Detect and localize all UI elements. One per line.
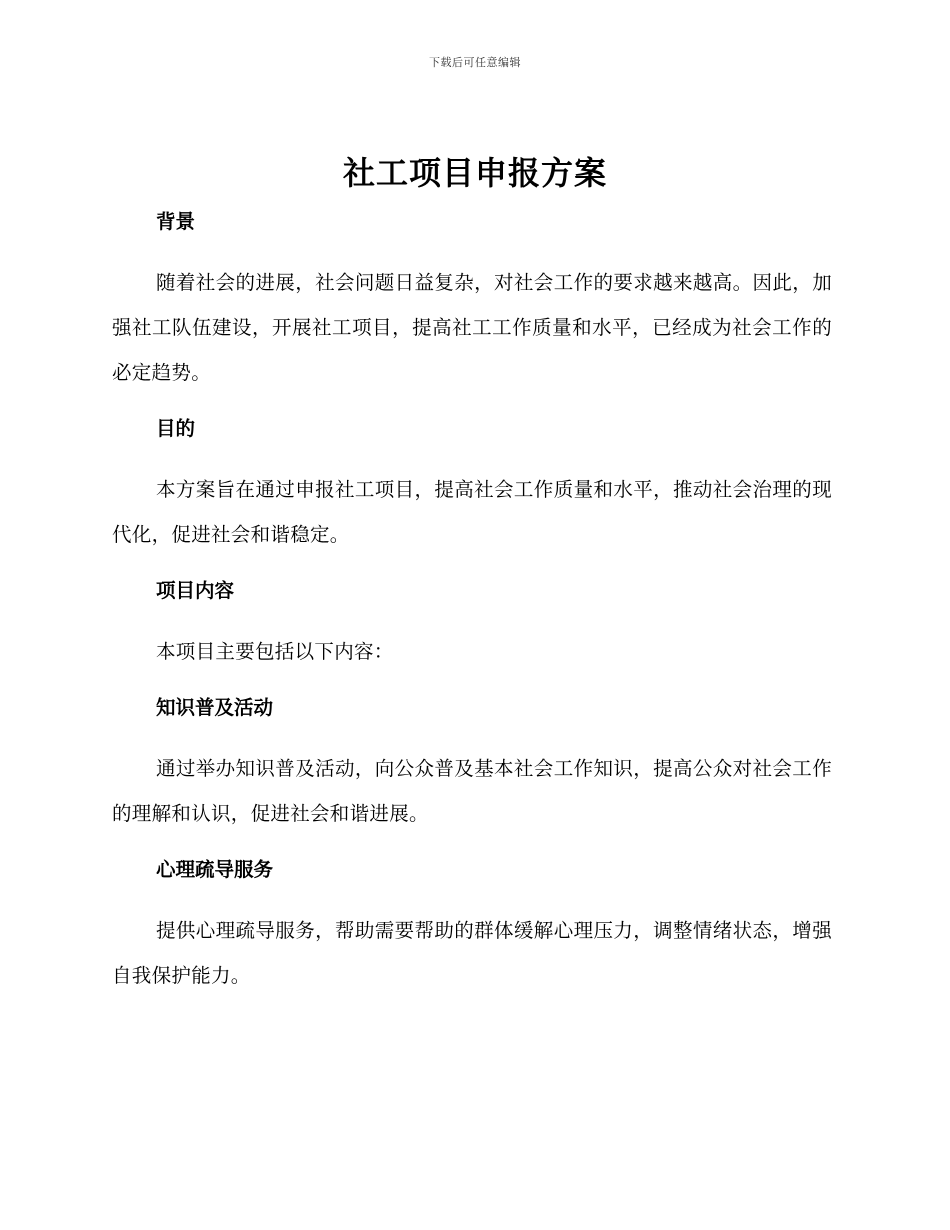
page-title: 社工项目申报方案 [342, 154, 607, 192]
section-background [112, 202, 832, 395]
section-heading: 知识普及活动 [156, 696, 274, 719]
header-note: 下载后可任意编辑 [429, 56, 521, 69]
section-project-content [112, 571, 832, 674]
section-heading: 目的 [156, 417, 196, 440]
section-paragraph: 通过举办知识普及活动，向公众普及基本社会工作知识，提高公众对社会工作的理解和认识，促进社会和谐进展。 [112, 757, 832, 825]
section-purpose [112, 409, 832, 557]
section-knowledge-activities [112, 688, 832, 836]
document-body [112, 202, 832, 1012]
section-paragraph: 本方案旨在通过申报社工项目，提高社会工作质量和水平，推动社会治理的现代化，促进社会和谐稳定。 [112, 478, 832, 546]
section-heading: 背景 [156, 210, 196, 233]
section-paragraph: 随着社会的进展，社会问题日益复杂，对社会工作的要求越来越高。因此，加强社工队伍建设，开展社工项目，提高社工工作质量和水平，已经成为社会工作的必定趋势。 [112, 271, 832, 384]
section-heading: 项目内容 [156, 579, 235, 602]
section-paragraph: 本项目主要包括以下内容： [156, 640, 394, 663]
section-heading: 心理疏导服务 [156, 858, 274, 881]
section-paragraph: 提供心理疏导服务，帮助需要帮助的群体缓解心理压力，调整情绪状态，增强自我保护能力。 [112, 919, 832, 987]
section-counseling-services [112, 850, 832, 998]
